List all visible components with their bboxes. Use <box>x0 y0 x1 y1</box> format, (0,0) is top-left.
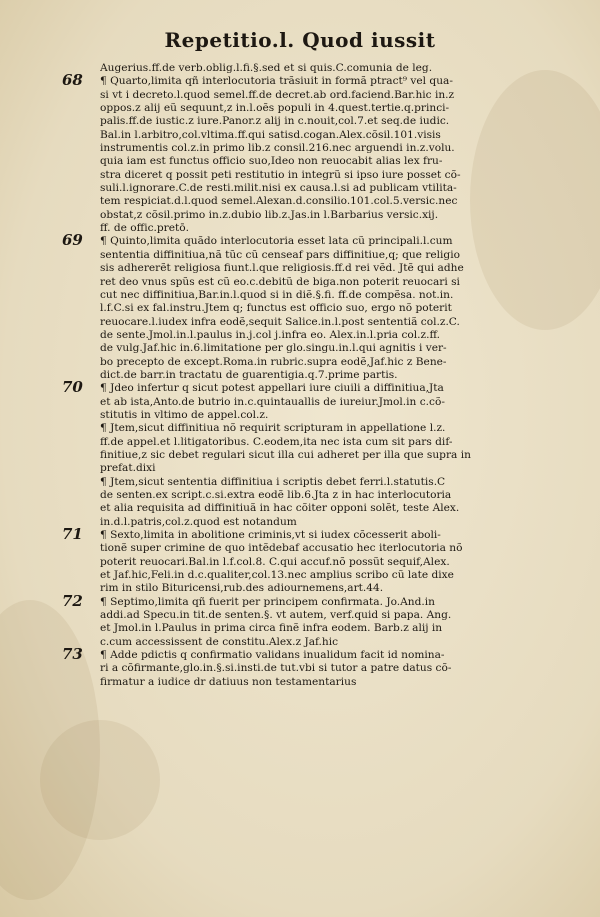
paragraph-number: 68 <box>62 71 83 90</box>
text-line: finitiue,z sic debet regulari sicut illa cui adheret per illa que supra in <box>100 448 471 461</box>
text-line: ¶ Septimo,limita qñ fuerit per principem confirmata. Jo.And.in <box>100 595 435 608</box>
text-line: palis.ff.de iustic.z iure.Panor.z alij in c.nouit,col.7.et seq.de iudic. <box>100 115 450 128</box>
text-line: quia iam est functus officio suo,Ideo non reuocabit alias lex fru- <box>100 155 443 168</box>
paragraph <box>62 591 580 649</box>
text-line: stra diceret q possit peti restitutio in integrũ si ipso iure posset cõ- <box>100 168 461 181</box>
paragraph <box>62 645 580 689</box>
text-line: ¶ Quarto,limita qñ interlocutoria trãsiuit in formã ptract⁹ vel qua- <box>100 75 453 88</box>
paragraph <box>100 422 580 475</box>
text-line: sententia diffinitiua,nã tũc cũ censeaf pars diffinitiue,q; que religio <box>100 248 460 261</box>
paragraph-number: 71 <box>62 525 83 544</box>
text-line: instrumentis col.z.in primo lib.z consil.216.nec arguendi in.z.volu. <box>100 142 455 155</box>
paragraph-number: 73 <box>62 645 83 664</box>
text-line: Augerius.ff.de verb.oblig.l.fi.§.sed et si quis.C.comunia de leg. <box>100 62 433 74</box>
paragraph-number: 69 <box>62 231 83 250</box>
text-line: ¶ Sexto,limita in abolitione criminis,vt si iudex cõcesserit aboli- <box>100 529 441 542</box>
text-line: et Jaf.hic,Feli.in d.c.qualiter,col.13.nec amplius scribo cũ late dixe <box>100 569 454 582</box>
text-line: ri a cõfirmante,glo.in.§.si.insti.de tut.vbi si tutor a patre datus cõ- <box>100 662 452 675</box>
paragraph <box>62 378 580 422</box>
text-line: bo precepto de except.Roma.in rubric.supra eodẽ,Jaf.hic z Bene- <box>100 355 447 368</box>
text-line: dict.de barr.in tractatu de guarentigia.q.7.prime partis. <box>100 368 398 381</box>
paragraph <box>62 231 580 382</box>
running-header: Repetitio.l. Quod iussit <box>164 28 436 52</box>
text-line: suli.l.ignorare.C.de resti.milit.nisi ex causa.l.si ad publicam vtilita- <box>100 182 457 195</box>
text-line: l.f.C.si ex fal.instru.Jtem q; functus est officio suo, ergo nõ poterit <box>100 302 452 315</box>
text-line: ¶ Jtem,sicut diffinitiua nõ requirit scripturam in appellatione l.z. <box>100 422 446 435</box>
text-line: cut nec diffinitiua,Bar.in.l.quod si in diẽ.§.fi. ff.de compẽsa. not.in. <box>100 288 454 301</box>
text-line: oppos.z alij eũ sequunt,z in.l.oẽs populi in 4.quest.tertie.q.princi- <box>100 102 450 115</box>
text-line: in.d.l.patris,col.z.quod est notandum <box>100 515 297 528</box>
text-line: ¶ Quinto,limita quãdo interlocutoria esset lata cũ principali.l.cum <box>100 235 453 248</box>
text-line: et Jmol.in l.Paulus in prima circa finẽ infra eodem. Barb.z alij in <box>100 622 443 635</box>
text-line: ¶ Jtem,sicut sententia diffinitiua i scriptis debet ferri.l.statutis.C <box>100 475 446 488</box>
text-line: reuocare.l.iudex infra eodẽ,sequit Salice.in.l.post sententiã col.z.C. <box>100 315 460 328</box>
text-line: si vt i decreto.l.quod semel.ff.de decret.ab ord.faciend.Bar.hic in.z <box>100 88 455 101</box>
text-line: obstat,z cõsil.primo in.z.dubio lib.z.Jas.in l.Barbarius versic.xij. <box>100 208 439 221</box>
paragraph <box>100 62 580 75</box>
paragraph <box>62 525 580 596</box>
paragraph <box>62 71 580 235</box>
text-line: firmatur a iudice dr datiuus non testamentarius <box>100 675 357 688</box>
text-line: Bal.in l.arbitro,col.vltima.ff.qui satisd.cogan.Alex.cõsil.101.visis <box>100 128 441 141</box>
body-text <box>62 62 580 689</box>
text-line: et ab ista,Anto.de butrio in.c.quintauallis de iureiur.Jmol.in c.cõ- <box>100 395 445 408</box>
text-line: c.cum accessissent de constitu.Alex.z Jaf.hic <box>100 635 339 648</box>
text-line: ff.de appel.et l.litigatoribus. C.eodem,ita nec ista cum sit pars dif- <box>100 435 453 448</box>
text-line: ¶ Adde pdictis q confirmatio validans inualidum facit id nomina- <box>100 649 445 662</box>
text-line: addi.ad Specu.in tit.de senten.§. vt autem, verf.quid si papa. Ang. <box>100 609 452 622</box>
text-line: et alia requisita ad diffinitiuã in hac cõiter opponi solẽt, teste Alex. <box>100 502 460 515</box>
text-line: ¶ Jdeo infertur q sicut potest appellari iure ciuili a diffinitiua,Jta <box>100 382 444 395</box>
text-line: de senten.ex script.c.si.extra eodẽ lib.6.Jta z in hac interlocutoria <box>100 489 452 501</box>
text-line: tem respiciat.d.l.quod semel.Alexan.d.consilio.101.col.5.versic.nec <box>100 195 458 208</box>
text-line: de sente.Jmol.in.l.paulus in.j.col j.infra eo. Alex.in.l.pria col.z.ff. <box>100 328 440 341</box>
text-line: ret deo vnus spũs est cũ eo.c.debitũ de biga.non poterit reuocari si <box>100 275 460 288</box>
text-line: stitutis in vltimo de appel.col.z. <box>100 408 269 421</box>
text-line: rim in stilo Bituricensi,rub.des adiournemens,art.44. <box>100 582 384 595</box>
paragraph <box>100 476 580 529</box>
text-line: tionẽ super crimine de quo intẽdebaf accusatio hec iterlocutoria nõ <box>100 542 463 555</box>
paragraph-number: 72 <box>62 591 83 610</box>
text-line: sis adhererẽt religiosa fiunt.l.que religiosis.ff.d rei vẽd. Jtẽ qui adhe <box>100 262 464 275</box>
text-line: de vulg.Jaf.hic in.6.limitatione per glo.singu.in.l.qui agnitis i ver- <box>100 342 447 355</box>
text-line: poterit reuocari.Bal.in l.f.col.8. C.qui accuf.nõ possũt sequif,Alex. <box>100 555 450 568</box>
text-line: ff. de offic.pretō. <box>100 222 190 235</box>
paragraph-number: 70 <box>62 378 83 397</box>
text-line: prefat.dixi <box>100 462 156 475</box>
